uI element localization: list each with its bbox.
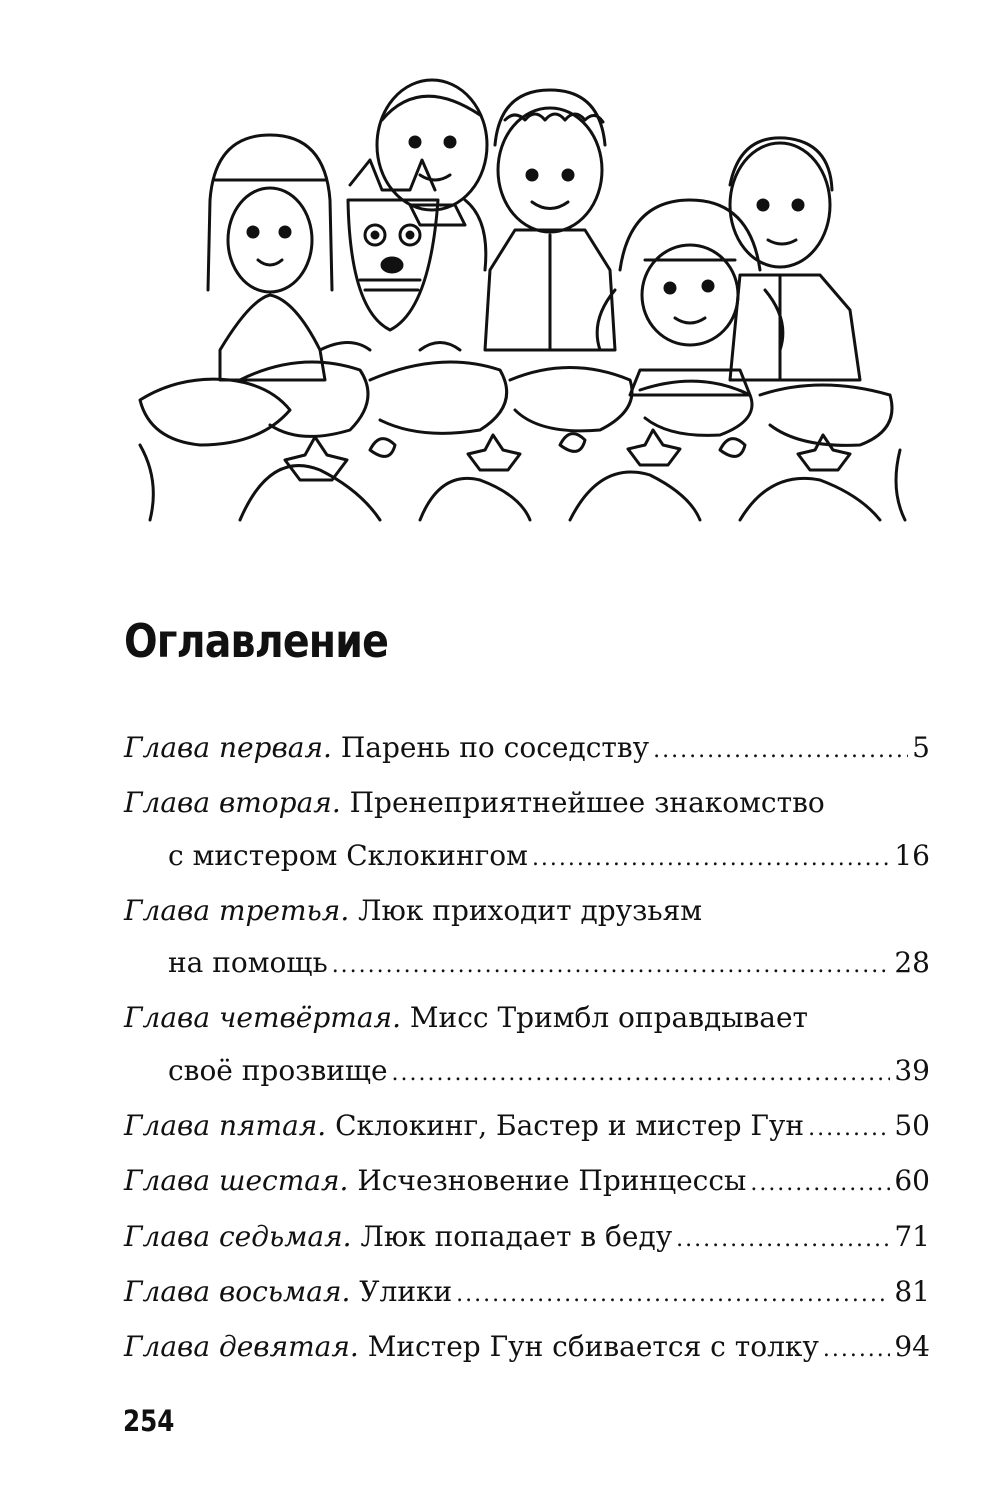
dot-leader bbox=[456, 1269, 890, 1321]
toc-entry-3[interactable] bbox=[124, 885, 930, 993]
chapter-title: Мисс Тримбл оправдывает bbox=[409, 1001, 808, 1035]
chapter-title: Пренеприятнейшее знакомство bbox=[349, 786, 825, 820]
dot-leader bbox=[653, 725, 908, 777]
page-ref: 39 bbox=[894, 1053, 930, 1087]
chapter-label: Глава восьмая. bbox=[124, 1274, 351, 1308]
toc-entry-7[interactable] bbox=[124, 1211, 930, 1266]
toc-entry-2[interactable] bbox=[124, 777, 930, 885]
dot-leader bbox=[332, 940, 891, 992]
toc-entry-9[interactable] bbox=[124, 1321, 930, 1376]
girl-pigtails-figure bbox=[597, 200, 783, 395]
page-ref: 16 bbox=[894, 838, 930, 872]
page-ref: 5 bbox=[912, 731, 930, 764]
dot-leader bbox=[750, 1158, 890, 1210]
chapter-title: Парень по соседству bbox=[340, 731, 650, 764]
chapter-label: Глава пятая. bbox=[124, 1109, 327, 1143]
chapter-title-continued: своё прозвище bbox=[168, 1053, 388, 1087]
chapter-label: Глава четвёртая. bbox=[124, 1001, 401, 1035]
boy-curly-hair-figure bbox=[485, 90, 615, 350]
dot-leader bbox=[808, 1103, 890, 1155]
toc-entry-6[interactable] bbox=[124, 1155, 930, 1210]
chapter-label: Глава шестая. bbox=[124, 1164, 349, 1198]
chapter-title: Люк попадает в беду bbox=[360, 1219, 673, 1253]
dot-leader bbox=[676, 1214, 890, 1266]
girl-left-figure bbox=[208, 135, 332, 380]
boy-right-figure bbox=[730, 138, 860, 380]
dot-leader bbox=[532, 833, 890, 885]
page-ref: 50 bbox=[894, 1109, 930, 1143]
page-ref: 28 bbox=[894, 946, 930, 980]
toc-entry-4[interactable] bbox=[124, 992, 930, 1100]
table-of-contents bbox=[124, 722, 930, 1377]
chapter-label: Глава первая. bbox=[124, 731, 332, 764]
chapter-label: Глава седьмая. bbox=[124, 1219, 352, 1253]
dot-leader bbox=[823, 1324, 891, 1376]
chapter-title: Люк приходит друзьям bbox=[358, 893, 703, 927]
page-number: 254 bbox=[123, 1404, 175, 1438]
page-ref: 60 bbox=[894, 1164, 930, 1198]
chapter-label: Глава третья. bbox=[124, 893, 350, 927]
page-ref: 94 bbox=[894, 1330, 930, 1364]
chapter-title-continued: на помощь bbox=[168, 946, 328, 980]
chapter-title: Исчезновение Принцессы bbox=[357, 1164, 747, 1198]
toc-entry-1[interactable] bbox=[124, 722, 930, 777]
toc-title: Оглавление bbox=[124, 614, 389, 668]
dot-leader bbox=[392, 1048, 891, 1100]
chapter-title: Склокинг, Бастер и мистер Гун bbox=[335, 1109, 805, 1143]
chapter-label: Глава вторая. bbox=[124, 786, 341, 820]
toc-entry-5[interactable] bbox=[124, 1100, 930, 1155]
chapter-title: Мистер Гун сбивается с толку bbox=[367, 1330, 819, 1364]
stone-wall bbox=[140, 362, 905, 520]
toc-entry-8[interactable] bbox=[124, 1266, 930, 1321]
children-behind-wall-illustration bbox=[120, 50, 920, 540]
chapter-title: Улики bbox=[359, 1274, 453, 1308]
chapter-title-continued: с мистером Склокингом bbox=[168, 838, 528, 872]
chapter-label: Глава девятая. bbox=[124, 1330, 359, 1364]
page-ref: 81 bbox=[894, 1274, 930, 1308]
vine-leaves bbox=[240, 430, 880, 520]
page-ref: 71 bbox=[894, 1219, 930, 1253]
